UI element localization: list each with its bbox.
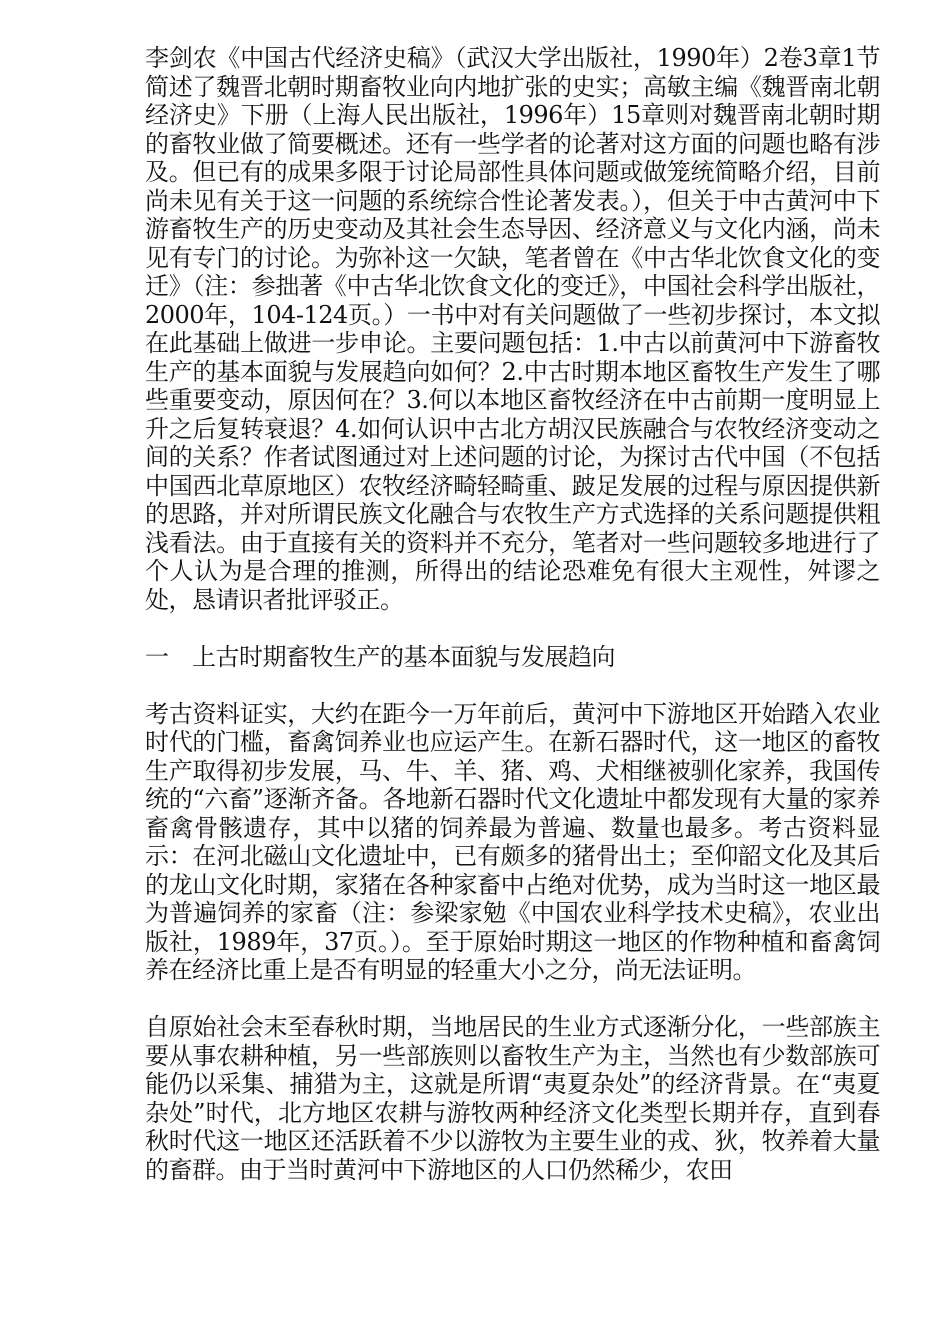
document-page — [145, 44, 880, 1184]
paragraph-2: 考古资料证实，大约在距今一万年前后，黄河中下游地区开始踏入农业时代的门槛，畜禽饲养业也应运产生。在新石器时代，这一地区的畜牧生产取得初步发展，马、牛、羊、猪、鸡、犬相继被驯化家养，我国传统的“六畜”逐渐齐备。各地新石器时代文化遗址中都发现有大量的家养畜禽骨骸遗存，其中以猪的饲养最为普遍、数量也最多。考古资料显示：在河北磁山文化遗址中，已有颇多的猪骨出土；至仰韶文化及其后的龙山文化时期，家猪在各种家畜中占绝对优势，成为当时这一地区最为普遍饲养的家畜（注：参梁家勉《中国农业科学技术史稿》，农业出版社，1989年，37页。）。至于原始时期这一地区的作物种植和畜禽饲养在经济比重上是否有明显的轻重大小之分，尚无法证明。 — [145, 699, 880, 984]
paragraph-spacer — [145, 671, 880, 700]
paragraph-spacer — [145, 985, 880, 1014]
paragraph-3: 自原始社会末至春秋时期，当地居民的生业方式逐渐分化，一些部族主要从事农耕种植，另一些部族则以畜牧生产为主，当然也有少数部族可能仍以采集、捕猎为主，这就是所谓“夷夏杂处”的经济背景。在“夷夏杂处”时代，北方地区农耕与游牧两种经济文化类型长期并存，直到春秋时代这一地区还活跃着不少以游牧为主要生业的戎、狄，牧养着大量的畜群。由于当时黄河中下游地区的人口仍然稀少，农田 — [145, 1013, 880, 1184]
section-heading: 一 上古时期畜牧生产的基本面貌与发展趋向 — [145, 642, 615, 671]
paragraph-1: 李剑农《中国古代经济史稿》（武汉大学出版社，1990年）2卷3章1节简述了魏晋北朝时期畜牧业向内地扩张的史实；高敏主编《魏晋南北朝经济史》下册（上海人民出版社，1996年）15章则对魏晋南北朝时期的畜牧业做了简要概述。还有一些学者的论著对这方面的问题也略有涉及。但已有的成果多限于讨论局部性具体问题或做笼统简略介绍，目前尚未见有关于这一问题的系统综合性论著发表。），但关于中古黄河中下游畜牧生产的历史变动及其社会生态导因、经济意义与文化内涵，尚未见有专门的讨论。为弥补这一欠缺，笔者曾在《中古华北饮食文化的变迁》（注：参拙著《中古华北饮食文化的变迁》，中国社会科学出版社，2000年，104-124页。）一书中对有关问题做了一些初步探讨，本文拟在此基础上做进一步申论。主要问题包括：1.中古以前黄河中下游畜牧生产的基本面貌与发展趋向如何？2.中古时期本地区畜牧生产发生了哪些重要变动，原因何在？3.何以本地区畜牧经济在中古前期一度明显上升之后复转衰退？4.如何认识中古北方胡汉民族融合与农牧经济变动之间的关系？作者试图通过对上述问题的讨论，为探讨古代中国（不包括中国西北草原地区）农牧经济畸轻畸重、跛足发展的过程与原因提供新的思路，并对所谓民族文化融合与农牧生产方式选择的关系问题提供粗浅看法。由于直接有关的资料并不充分，笔者对一些问题较多地进行了个人认为是合理的推测，所得出的结论恐难免有很大主观性，舛谬之处，恳请识者批评驳正。 — [145, 44, 880, 614]
paragraph-spacer — [145, 614, 880, 643]
